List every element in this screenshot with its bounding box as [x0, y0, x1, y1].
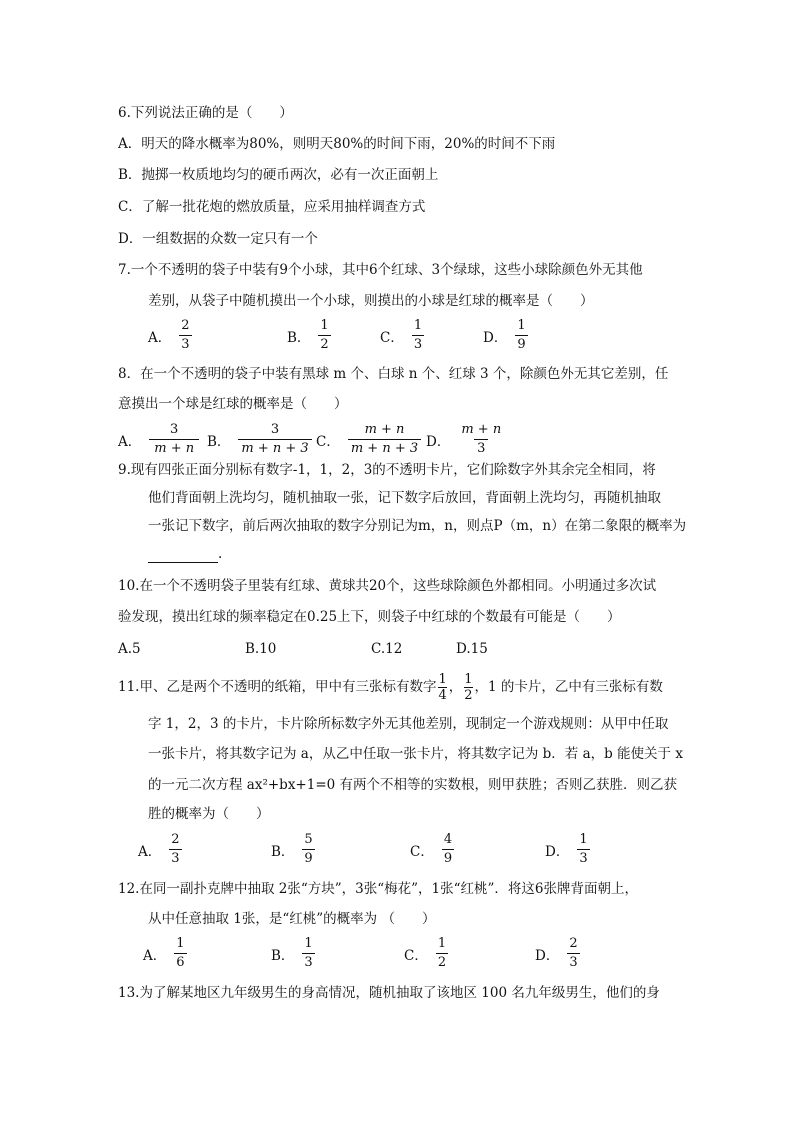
q11-stem-line5: 胜的概率为（ ）	[148, 806, 270, 822]
q11-stem-line3: 一张卡片，将其数字记为 a，从乙中任取一张卡片，将其数字记为 b．若 a，b 能使关于 x	[148, 746, 683, 762]
fraction: $\frac{3}{m + n + 3}$	[238, 422, 311, 457]
option-label: D．	[426, 433, 451, 450]
q7-option-b	[287, 318, 331, 353]
fraction: $\frac{2}{3}$	[171, 832, 180, 866]
q11-text-pre: 11.甲、乙是两个不透明的纸箱，甲中有三张标有数字	[118, 679, 437, 695]
fraction: $\frac{1}{3}$	[579, 832, 588, 866]
q9-stem-line4	[148, 545, 222, 563]
q11-text-post: ，1 的卡片，乙中有三张标有数	[474, 679, 663, 695]
q11-stem-line2: 字 1，2，3 的卡片，卡片除所标数字外无其他差别，现制定一个游戏规则：从甲中任取	[148, 716, 669, 732]
option-label: A．	[118, 433, 142, 450]
q7-stem-line1: 7.一个不透明的袋子中装有9个小球，其中6个红球、3个绿球，这些小球除颜色外无其他	[118, 262, 643, 278]
q11-option-c	[410, 832, 454, 867]
q11-option-a	[138, 832, 182, 867]
option-label: B．	[207, 433, 231, 450]
option-label: C．	[316, 433, 340, 450]
fraction: $\frac{1}{6}$	[176, 936, 185, 970]
q13-stem-line1: 13.为了解某地区九年级男生的身高情况，随机抽取了该地区 100 名九年级男生，他们的身	[118, 985, 660, 1001]
option-label: C．	[410, 843, 434, 860]
q11-stem-line1	[118, 672, 663, 703]
option-label: D．	[535, 947, 560, 964]
q6-option-b: B．抛掷一枚质地均匀的硬币两次，必有一次正面朝上	[118, 167, 439, 183]
q7-option-d	[483, 318, 528, 353]
option-label: C．	[404, 947, 428, 964]
answer-blank	[148, 548, 218, 563]
fraction: $\frac{3}{m + n}$	[149, 422, 199, 457]
q8-option-d	[426, 422, 504, 457]
separator: ，	[448, 679, 463, 695]
q12-stem-line2: 从中任意抽取 1张，是“红桃”的概率为 （ ）	[148, 911, 436, 927]
fraction: $\frac{1}{2}$	[320, 318, 329, 352]
fraction: $\frac{1}{2}$	[464, 672, 473, 703]
option-label: B．	[271, 947, 295, 964]
fraction: $\frac{1}{3}$	[413, 318, 423, 352]
q9-stem-line3: 一张记下数字，前后两次抽取的数字分别记为m，n，则点P（m，n）在第二象限的概率为	[148, 518, 687, 534]
fraction: $\frac{2}{3}$	[569, 936, 578, 970]
q6-stem: 6.下列说法正确的是（ ）	[118, 105, 293, 121]
fraction: $\frac{m + n}{3}$	[461, 422, 502, 456]
q8-option-a	[118, 422, 199, 457]
q8-option-c	[316, 422, 421, 457]
fraction: $\frac{5}{9}$	[304, 832, 313, 866]
q7-stem-line2: 差别，从袋子中随机摸出一个小球，则摸出的小球是红球的概率是（ ）	[148, 293, 594, 309]
option-label: A．	[138, 843, 162, 860]
q11-option-d	[545, 832, 590, 867]
option-label: A．	[143, 947, 167, 964]
fraction: $\frac{1}{9}$	[517, 318, 526, 352]
q12-option-a	[143, 936, 187, 971]
q12-stem-line1: 12.在同一副扑克牌中抽取 2张“方块”，3张“梅花”，1张“红桃”．将这6张牌背面朝上，	[118, 881, 639, 897]
q7-option-c	[380, 318, 424, 353]
fraction: $\frac{m + n}{m + n + 3}$	[348, 422, 421, 457]
q10-stem-line2: 验发现，摸出红球的频率稳定在0.25上下，则袋子中红球的个数最有可能是（ ）	[118, 609, 621, 625]
q10-option-c: C.12	[371, 641, 403, 657]
option-label: B．	[287, 329, 311, 346]
q6-option-c: C．了解一批花炮的燃放质量，应采用抽样调查方式	[118, 199, 426, 215]
q8-stem-line2: 意摸出一个球是红球的概率是（ ）	[118, 396, 348, 412]
option-label: A．	[148, 329, 172, 346]
q12-option-b	[271, 936, 315, 971]
fraction: $\frac{1}{3}$	[304, 936, 313, 970]
q8-option-b	[207, 422, 312, 457]
q8-stem-line1: 8．在一个不透明的袋子中装有黑球 m 个、白球 n 个、红球 3 个，除颜色外无其它差别，任	[118, 366, 669, 382]
q11-stem-line4: 的一元二次方程 ax²+bx+1=0 有两个不相等的实数根，则甲获胜；否则乙获胜．则乙获	[148, 777, 678, 793]
q10-option-a: A.5	[118, 641, 141, 657]
period: .	[218, 546, 223, 562]
q7-option-a	[148, 318, 192, 353]
fraction: $\frac{4}{9}$	[443, 832, 453, 866]
q10-option-d: D.15	[456, 641, 488, 657]
fraction: $\frac{2}{3}$	[181, 318, 190, 352]
option-label: D．	[545, 843, 570, 860]
q9-stem-line2: 他们背面朝上洗均匀，随机抽取一张，记下数字后放回，背面朝上洗均匀，再随机抽取	[148, 490, 661, 506]
q11-option-b	[271, 832, 315, 867]
q12-option-d	[535, 936, 580, 971]
q6-option-a: A．明天的降水概率为80%，则明天80%的时间下雨，20%的时间不下雨	[118, 136, 556, 152]
fraction: $\frac{1}{4}$	[438, 672, 447, 703]
q12-option-c	[404, 936, 448, 971]
q10-option-b: B.10	[245, 641, 277, 657]
q9-stem-line1: 9.现有四张正面分别标有数字-1，1，2，3的不透明卡片，它们除数字外其余完全相同，将	[118, 462, 656, 478]
q10-stem-line1: 10.在一个不透明袋子里装有红球、黄球共20个，这些球除颜色外都相同。小明通过多次试	[118, 578, 657, 594]
option-label: D．	[483, 329, 508, 346]
fraction: $\frac{1}{2}$	[437, 936, 447, 970]
option-label: B．	[271, 843, 295, 860]
option-label: C．	[380, 329, 404, 346]
q6-option-d: D．一组数据的众数一定只有一个	[118, 231, 318, 247]
